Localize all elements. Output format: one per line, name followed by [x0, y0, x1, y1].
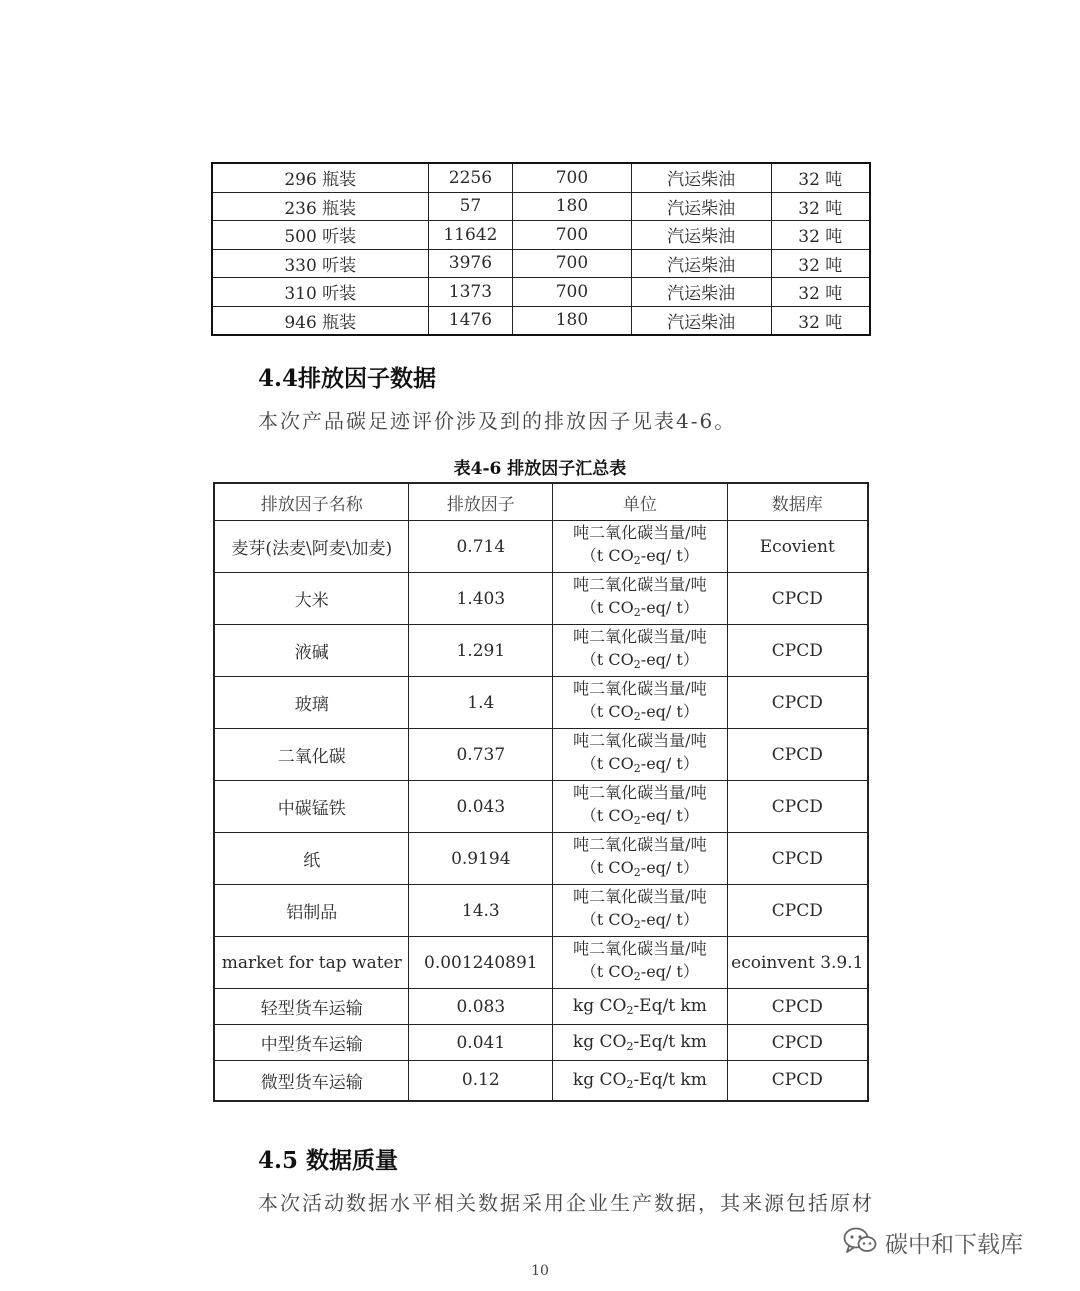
factor-name: 大米	[214, 573, 409, 625]
unit-line: 吨二氧化碳当量/吨	[573, 575, 707, 594]
factor-database: ecoinvent 3.9.1	[727, 937, 868, 989]
table-row	[214, 937, 868, 989]
factor-database: CPCD	[727, 885, 868, 937]
column-header: 排放因子名称	[214, 483, 409, 521]
unit-line: 吨二氧化碳当量/吨	[573, 887, 707, 906]
table-cell: 汽运柴油	[631, 221, 771, 250]
table-cell: 1476	[428, 306, 513, 335]
table-cell: 32 吨	[771, 163, 870, 192]
table-cell: 汽运柴油	[631, 249, 771, 278]
unit-line: （t $CO_2-eq/$ t）	[580, 650, 699, 671]
factor-value: 14.3	[409, 885, 553, 937]
factor-unit	[553, 781, 727, 833]
table-cell: 946 瓶装	[212, 306, 428, 335]
factor-database: CPCD	[727, 1025, 868, 1061]
unit-line: 吨二氧化碳当量/吨	[573, 939, 707, 958]
factor-unit	[553, 937, 727, 989]
table-cell: 32 吨	[771, 221, 870, 250]
table-row	[214, 573, 868, 625]
table-cell: 11642	[428, 221, 513, 250]
factor-name: 中型货车运输	[214, 1025, 409, 1061]
table-row	[212, 249, 870, 278]
table-row	[212, 306, 870, 335]
factor-name: market for tap water	[214, 937, 409, 989]
column-header: 数据库	[727, 483, 868, 521]
factor-name: 二氧化碳	[214, 729, 409, 781]
table-row	[214, 729, 868, 781]
table-cell: 700	[513, 249, 631, 278]
table-cell: 32 吨	[771, 278, 870, 307]
table-cell: 296 瓶装	[212, 163, 428, 192]
transport-table	[211, 162, 871, 336]
unit-line: （t $CO_2-eq/$ t）	[580, 962, 699, 983]
table-row	[214, 781, 868, 833]
factor-database: CPCD	[727, 625, 868, 677]
unit-line: 吨二氧化碳当量/吨	[573, 627, 707, 646]
factor-database: CPCD	[727, 677, 868, 729]
factor-name: 纸	[214, 833, 409, 885]
table-cell: 汽运柴油	[631, 278, 771, 307]
factor-unit	[553, 729, 727, 781]
unit-line: 吨二氧化碳当量/吨	[573, 679, 707, 698]
factor-database: CPCD	[727, 781, 868, 833]
table-header-row	[214, 483, 868, 521]
table-row	[212, 278, 870, 307]
unit-line: （t $CO_2-eq/$ t）	[580, 806, 699, 827]
factor-value: 1.403	[409, 573, 553, 625]
table-row	[214, 833, 868, 885]
table-row	[214, 885, 868, 937]
table-cell: 3976	[428, 249, 513, 278]
table-cell: 汽运柴油	[631, 163, 771, 192]
unit-line: （t $CO_2-eq/$ t）	[580, 546, 699, 567]
factor-database: CPCD	[727, 573, 868, 625]
column-header: 单位	[553, 483, 727, 521]
unit-line: 吨二氧化碳当量/吨	[573, 523, 707, 542]
factor-unit: kg $CO_2-Eq/t$ km	[553, 1061, 727, 1101]
table-cell: 700	[513, 221, 631, 250]
factor-unit	[553, 677, 727, 729]
factor-value: 0.001240891	[409, 937, 553, 989]
table-cell: 57	[428, 192, 513, 221]
factor-unit	[553, 833, 727, 885]
factor-unit	[553, 573, 727, 625]
watermark	[843, 1226, 1023, 1259]
table-row	[214, 521, 868, 573]
factor-name: 液碱	[214, 625, 409, 677]
factor-name: 中碳锰铁	[214, 781, 409, 833]
section-heading-4-5: 4.5 数据质量	[258, 1147, 399, 1174]
table-cell: 32 吨	[771, 306, 870, 335]
table-caption: 表4-6 排放因子汇总表	[453, 459, 627, 479]
watermark-text: 碳中和下载库	[885, 1232, 1023, 1258]
factor-database: CPCD	[727, 729, 868, 781]
emission-factor-table	[213, 482, 869, 1102]
factor-name: 轻型货车运输	[214, 989, 409, 1025]
table-row	[214, 989, 868, 1025]
table-row	[212, 192, 870, 221]
table-row	[212, 221, 870, 250]
factor-database: CPCD	[727, 1061, 868, 1101]
table-cell: 180	[513, 306, 631, 335]
factor-value: 0.043	[409, 781, 553, 833]
factor-unit	[553, 885, 727, 937]
factor-value: 0.041	[409, 1025, 553, 1061]
unit-line: （t $CO_2-eq/$ t）	[580, 754, 699, 775]
table-row	[214, 1025, 868, 1061]
factor-value: 0.714	[409, 521, 553, 573]
factor-name: 微型货车运输	[214, 1061, 409, 1101]
unit-line: 吨二氧化碳当量/吨	[573, 731, 707, 750]
unit-line: 吨二氧化碳当量/吨	[573, 835, 707, 854]
unit-line: （t $CO_2-eq/$ t）	[580, 910, 699, 931]
factor-value: 0.737	[409, 729, 553, 781]
table-cell: 汽运柴油	[631, 306, 771, 335]
wechat-icon	[843, 1227, 877, 1259]
factor-value: 0.9194	[409, 833, 553, 885]
table-cell: 32 吨	[771, 249, 870, 278]
table-row	[212, 163, 870, 192]
table-cell: 2256	[428, 163, 513, 192]
column-header: 排放因子	[409, 483, 553, 521]
unit-line: （t $CO_2-eq/$ t）	[580, 858, 699, 879]
table-cell: 310 听装	[212, 278, 428, 307]
factor-name: 玻璃	[214, 677, 409, 729]
factor-unit: kg $CO_2-Eq/t$ km	[553, 1025, 727, 1061]
factor-value: 1.4	[409, 677, 553, 729]
table-cell: 700	[513, 278, 631, 307]
table-cell: 32 吨	[771, 192, 870, 221]
table-cell: 汽运柴油	[631, 192, 771, 221]
unit-line: 吨二氧化碳当量/吨	[573, 783, 707, 802]
factor-value: 1.291	[409, 625, 553, 677]
table-cell: 236 瓶装	[212, 192, 428, 221]
table-cell: 1373	[428, 278, 513, 307]
factor-name: 麦芽(法麦\阿麦\加麦)	[214, 521, 409, 573]
page-number: 10	[531, 1263, 549, 1279]
section-heading-4-4: 4.4排放因子数据	[258, 365, 437, 392]
factor-name: 铝制品	[214, 885, 409, 937]
factor-unit	[553, 521, 727, 573]
unit-line: （t $CO_2-eq/$ t）	[580, 702, 699, 723]
table-row	[214, 625, 868, 677]
unit-line: （t $CO_2-eq/$ t）	[580, 598, 699, 619]
factor-database: CPCD	[727, 989, 868, 1025]
table-cell: 180	[513, 192, 631, 221]
table-cell: 700	[513, 163, 631, 192]
factor-database: CPCD	[727, 833, 868, 885]
factor-value: 0.12	[409, 1061, 553, 1101]
factor-database: Ecovient	[727, 521, 868, 573]
table-row	[214, 1061, 868, 1101]
table-cell: 500 听装	[212, 221, 428, 250]
table-cell: 330 听装	[212, 249, 428, 278]
section-paragraph-4-4: 本次产品碳足迹评价涉及到的排放因子见表4-6。	[258, 409, 737, 433]
factor-value: 0.083	[409, 989, 553, 1025]
table-row	[214, 677, 868, 729]
factor-unit	[553, 625, 727, 677]
factor-unit: kg $CO_2-Eq/t$ km	[553, 989, 727, 1025]
section-paragraph-4-5: 本次活动数据水平相关数据采用企业生产数据，其来源包括原材	[258, 1191, 874, 1215]
